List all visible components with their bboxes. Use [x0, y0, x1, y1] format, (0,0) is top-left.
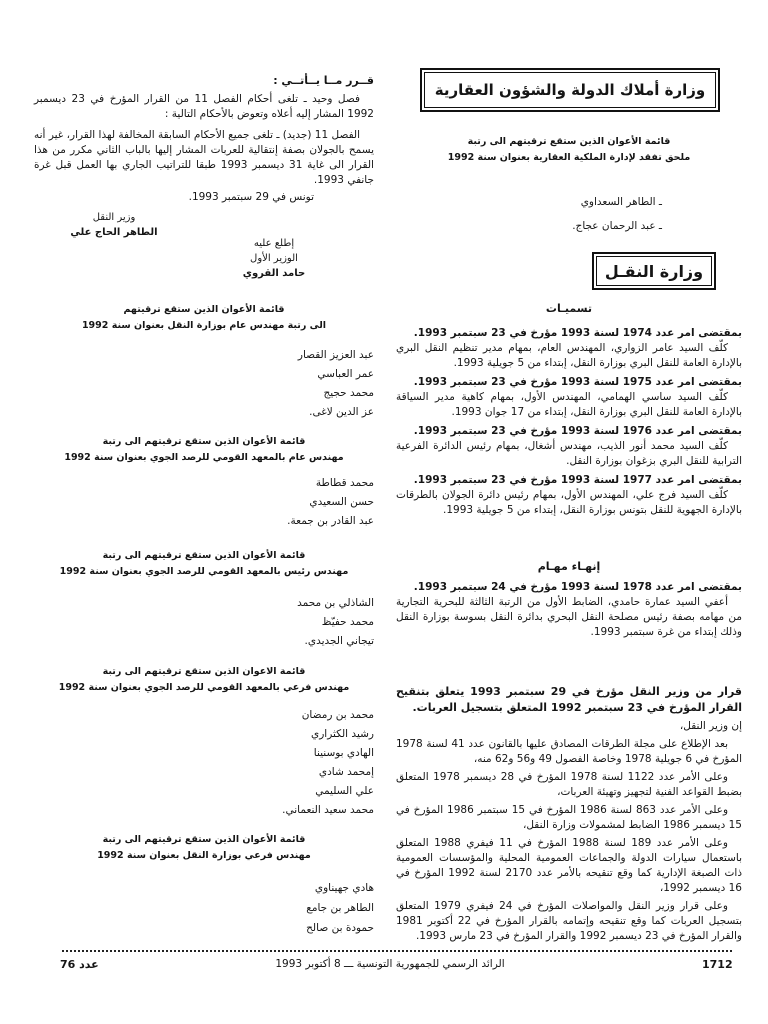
left-column: [34, 0, 374, 1024]
list-item: عبد القادر بن جمعة.: [287, 515, 374, 527]
property-list-title: [396, 134, 742, 166]
minister-name: الطاهر الحاج علي: [70, 227, 158, 238]
decree-paragraph: وعلى الأمر عدد 189 لسنة 1988 المؤرخ في 11 فيفري 1988 المتعلق باستعمال سيارات الدولة والجماعات العمومية المحلية والمؤسسات العمومية ذات الصبغة الإدارية كما وقع تنقيحه بالأمر عدد 2170 لسنة 1992 المؤرخ في 16 ديسمبر 1992،: [396, 837, 742, 894]
pm-role: الوزير الأول: [250, 253, 298, 264]
list-item: هادي جهيناوي: [314, 882, 374, 894]
promotion-list-names: [174, 594, 374, 651]
decree-paragraph: بعد الإطلاع على مجلة الطرقات المصادق عليها بالقانون عدد 41 لسنة 1978 المؤرخ في 6 جويلية 1978 وخاصة الفصول 49 و56 و62 منه،: [396, 738, 742, 765]
list-item: عبد العزيز القصار: [297, 349, 374, 361]
promotion-list-title-line-1: قائمة الأعوان الذين ستقع ترقيتهم الى رتبة: [102, 550, 306, 561]
promotion-list-title-line-2: مهندس فرعي بوزارة النقل بعنوان سنة 1992: [97, 850, 311, 861]
list-item: محمد قطاطة: [315, 477, 374, 489]
appointments-heading: تسميـات: [545, 302, 593, 315]
property-list-title-line-2: ملحق تفقد لإدارة الملكية العقارية بعنوان سنة 1992: [447, 152, 691, 163]
list-item: تيجاني الجديدي.: [304, 635, 374, 647]
list-item: إمحمد شادي: [318, 766, 374, 778]
property-names: [462, 190, 662, 238]
minister-role: وزير النقل: [92, 212, 136, 223]
issue-number: عدد 76: [60, 958, 99, 971]
decree-paragraph: وعلى الأمر عدد 1122 لسنة 1978 المؤرخ في 28 ديسمبر 1978 المتعلق بضبط القواعد الفنية لتجهيز وتهيئة العربات،: [396, 771, 742, 798]
decree-opening: إن وزير النقل،: [679, 720, 742, 732]
promotion-list-title: [34, 664, 374, 696]
appointments-section: [396, 326, 742, 518]
minister-signature: [44, 210, 184, 240]
promotion-list-names: [174, 474, 374, 531]
date-place: تونس في 29 سبتمبر 1993.: [188, 191, 314, 203]
article-11: الفصل 11 (جديد) ـ تلغى جميع الأحكام السابقة المخالفة لهذا القرار، غير أنه يسمح بالجولان بصفة إنتقالية للعربات المشار إليها بالباب الثاني مكرر من هذا القرار الى غاية 31 ديسمبر 1993 طبقا للتراتيب الجاري بها العمل قبل غرة جانفي 1993.: [34, 129, 374, 186]
list-item: ـ الطاهر السعداوي: [580, 196, 662, 208]
termination-heading: إنهـاء مهـام: [537, 560, 601, 573]
promotion-list-title-line-1: قائمة الأعوان الذين ستقع ترقيتهم الى رتبة: [102, 436, 306, 447]
ministry-title: وزارة أملاك الدولة والشؤون العقارية: [424, 72, 716, 108]
promotion-list-title-line-1: قائمة الأعوان الذين ستقع ترقيتهم الى رتبة: [102, 834, 306, 845]
promotion-list-title: [34, 548, 374, 580]
ministry-box: [420, 68, 720, 112]
page-number: 1712: [702, 958, 733, 971]
promotion-list-names: [174, 878, 374, 938]
articles: [34, 92, 374, 188]
decree-header: بمقتضى امر عدد 1978 لسنة 1993 مؤرخ في 24 سبتمبر 1993.: [413, 581, 742, 593]
property-list-title-line-1: قائمة الأعوان الذين ستقع ترقيتهم الى رتبة: [467, 136, 671, 147]
promotion-list-names: [174, 346, 374, 422]
decree-body: كلّف السيد فرج علي، المهندس الأول، بمهام رئيس دائرة الجولان بالطرقات بالإدارة الجهوية للنقل بتونس بوزارة النقل، إبتداء من 5 جويلية 1993.: [396, 489, 742, 516]
termination-section: [396, 580, 742, 640]
right-column: [396, 0, 742, 1024]
promotion-list-title: [34, 832, 374, 864]
decree-header: بمقتضى امر عدد 1977 لسنة 1993 مؤرخ في 23 سبتمبر 1993.: [413, 474, 742, 486]
transport-ministry-box: [592, 252, 716, 290]
decree-title: قرار من وزير النقل مؤرخ في 29 سبتمبر 1993 يتعلق بتنقيح القرار المؤرخ في 23 سبتمبر 1992 المتعلق بتسجيل العربات.: [396, 685, 742, 714]
list-item: محمد سعيد النعماني.: [282, 804, 374, 816]
list-item: محمد حفيّظ: [321, 616, 374, 628]
transport-ministry-title: وزارة النقـل: [596, 256, 712, 286]
decree-body: أعفي السيد عمارة حامدي، الضابط الأول من الرتبة الثالثة للبحرية التجارية من مهامه بصفة رئيس مصلحة النقل البحري بدائرة النقل بسوسة بوزارة النقل وذلك إبتداء من غرة سبتمبر 1993.: [396, 596, 742, 638]
list-item: حسن السعيدي: [309, 496, 374, 508]
list-item: عمر العباسي: [317, 368, 374, 380]
list-item: الشاذلي بن محمد: [297, 597, 374, 609]
list-item: ـ عبد الرحمان عجاج.: [572, 220, 662, 232]
promotion-list-title-line-1: قائمة الأعوان الذين ستقع ترقيتهم: [123, 304, 285, 315]
promotion-list-title-line-2: مهندس رئيس بالمعهد القومي للرصد الجوي بعنوان سنة 1992: [59, 566, 349, 577]
decree-body: كلّف السيد محمد أنور الذيب، مهندس أشغال، بمهام رئيس الدائرة الفرعية الترابية للنقل البري بزغوان بوزارة النقل.: [396, 440, 742, 467]
list-item: علي السليمي: [315, 785, 374, 797]
promotion-list-names: [174, 706, 374, 820]
list-item: الطاهر بن جامع: [306, 902, 374, 914]
article-single: فصل وحيد ـ تلغى أحكام الفصل 11 من القرار المؤرخ في 23 ديسمبر 1992 المشار إليه أعلاه وتعوض بالأحكام التالية :: [34, 93, 374, 120]
decides-heading: قــرر مــا يــأتــي :: [273, 74, 374, 87]
decree-paragraph: وعلى الأمر عدد 863 لسنة 1986 المؤرخ في 15 سبتمبر 1986 المؤرخ في 15 ديسمبر 1986 الضابط لمشمولات وزارة النقل،: [396, 804, 742, 831]
promotion-list-title-line-2: الى رتبة مهندس عام بوزارة النقل بعنوان سنة 1992: [81, 320, 327, 331]
list-item: محمد بن رمضان: [301, 709, 374, 721]
promotion-list-title-line-1: قائمة الاعوان الذين ستقع ترقيتهم الى رتبة: [102, 666, 306, 677]
decree-header: بمقتضى امر عدد 1976 لسنة 1993 مؤرخ في 23 سبتمبر 1993.: [413, 425, 742, 437]
promotion-list-title-line-2: مهندس فرعي بالمعهد القومي للرصد الجوي بعنوان سنة 1992: [58, 682, 350, 693]
seen-label: إطلع عليه: [253, 238, 295, 249]
journal-title: الرائد الرسمي للجمهورية التونسية ـــ 8 أكتوبر 1993: [275, 958, 505, 970]
decree-paragraph: وعلى قرار وزير النقل والمواصلات المؤرخ في 24 فيفري 1979 المتعلق بتسجيل العربات كما وقع تنقيحه وإتمامه بالقرار المؤرخ في 22 أكتوبر 1981 والقرار المؤرخ في 23 ديسمبر 1992 والقرار المؤرخ في 23 مارس 1993.: [396, 900, 742, 942]
decree-header: بمقتضى امر عدد 1974 لسنة 1993 مؤرخ في 23 سبتمبر 1993.: [413, 327, 742, 339]
list-item: رشيد الكثراري: [311, 728, 374, 740]
pm-signature: [214, 236, 334, 281]
promotion-list-title: [34, 302, 374, 334]
vehicle-decree: [396, 684, 742, 944]
promotion-list-title-line-2: مهندس عام بالمعهد القومي للرصد الجوي بعنوان سنة 1992: [64, 452, 344, 463]
decree-header: بمقتضى امر عدد 1975 لسنة 1993 مؤرخ في 23 سبتمبر 1993.: [413, 376, 742, 388]
promotion-list-title: [34, 434, 374, 466]
list-item: حمودة بن صالح: [306, 922, 374, 934]
decree-body: كلّف السيد ساسي الهمامي، المهندس الأول، بمهام كاهية مدير السياقة بالإدارة العامة للنقل البري بوزارة النقل، إبتداء من 17 جوان 1993.: [396, 391, 742, 418]
list-item: الهادي بوسنينا: [313, 747, 374, 759]
list-item: عز الدين لاغى.: [309, 406, 374, 418]
pm-name: حامد القروي: [242, 268, 306, 279]
footer-divider: [62, 950, 732, 952]
decree-body: كلّف السيد عامر الزواري، المهندس العام، بمهام مدير تنظيم النقل البري بالإدارة العامة للنقل البري بوزارة النقل، إبتداء من 5 جويلية 1993.: [396, 342, 742, 369]
list-item: محمد حجيج: [323, 387, 374, 399]
